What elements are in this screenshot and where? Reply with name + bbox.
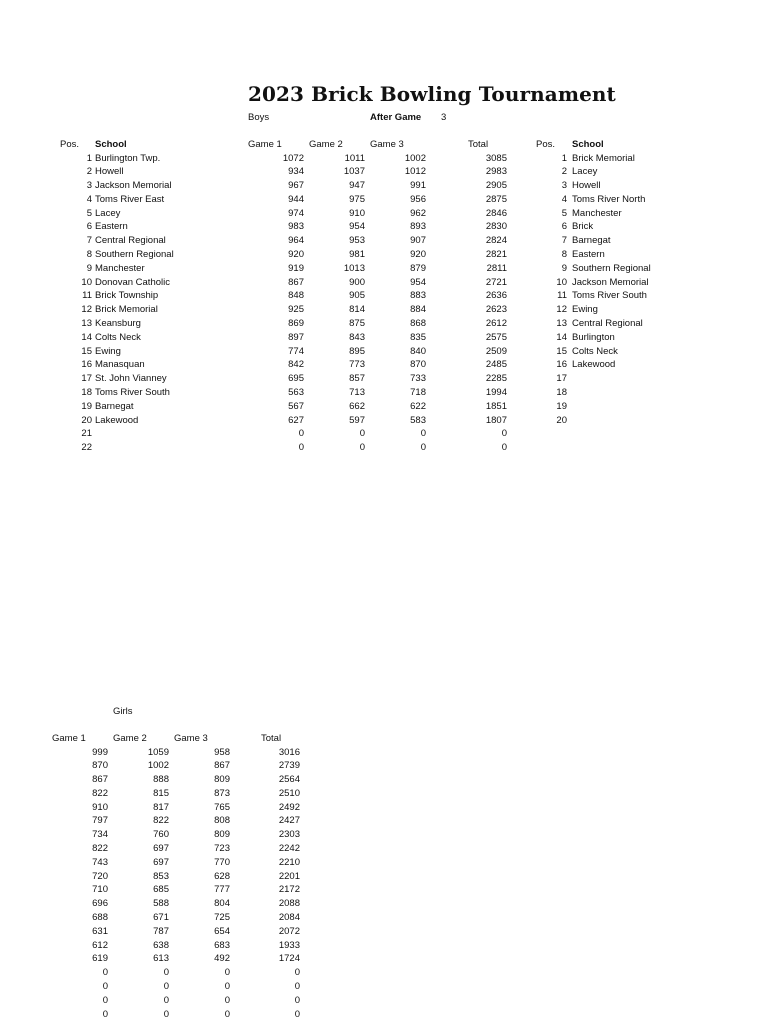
girls-game1-cell: 720	[92, 870, 108, 882]
boys-game1-cell: 1072	[282, 152, 304, 164]
girls-game1-column	[52, 746, 108, 1022]
boys-game2-column	[309, 152, 365, 456]
boys-school-cell: Brick Memorial	[95, 304, 158, 316]
girls-standing-pos-cell: 14	[556, 331, 567, 343]
boys-total-column	[440, 152, 507, 456]
boys-pos-cell: 3	[86, 180, 92, 192]
girls-game3-cell: 873	[214, 787, 230, 799]
girls-game2-header: Game 2	[113, 733, 147, 744]
girls-game3-cell: 804	[214, 898, 230, 910]
girls-standing-pos-cell: 7	[561, 235, 567, 247]
boys-game1-cell: 964	[288, 235, 304, 247]
girls-game1-cell: 688	[92, 912, 108, 924]
boys-game2-cell: 947	[349, 180, 365, 192]
boys-total-cell: 0	[501, 428, 507, 440]
girls-total-cell: 2242	[278, 843, 300, 855]
girls-game2-cell: 0	[163, 967, 169, 979]
girls-game1-cell: 734	[92, 829, 108, 841]
boys-total-cell: 2285	[485, 373, 507, 385]
boys-school-header: School	[95, 139, 127, 150]
girls-game2-cell: 888	[153, 774, 169, 786]
boys-pos-cell: 17	[81, 373, 92, 385]
boys-pos-cell: 1	[86, 152, 92, 164]
girls-game3-cell: 808	[214, 815, 230, 827]
girls-standing-pos-cell: 5	[561, 207, 567, 219]
boys-pos-column	[60, 152, 92, 456]
boys-game3-cell: 622	[410, 400, 426, 412]
girls-game3-cell: 628	[214, 870, 230, 882]
boys-pos-header: Pos.	[60, 139, 80, 150]
boys-game2-cell: 895	[349, 345, 365, 357]
boys-school-cell: Howell	[95, 166, 124, 178]
girls-total-cell: 0	[294, 1008, 300, 1020]
girls-game3-cell: 777	[214, 884, 230, 896]
boys-game3-cell: 954	[410, 276, 426, 288]
girls-total-cell: 1724	[278, 953, 300, 965]
boys-pos-cell: 15	[81, 345, 92, 357]
girls-game1-cell: 631	[92, 925, 108, 937]
boys-pos-cell: 16	[81, 359, 92, 371]
girls-standing-pos-cell: 6	[561, 221, 567, 233]
boys-game1-cell: 974	[288, 207, 304, 219]
girls-total-cell: 2564	[278, 774, 300, 786]
boys-total-cell: 2623	[485, 304, 507, 316]
girls-game2-column	[113, 746, 169, 1022]
boys-total-cell: 2983	[485, 166, 507, 178]
boys-game1-cell: 627	[288, 414, 304, 426]
girls-standing-pos-cell: 20	[556, 414, 567, 426]
boys-school-cell: Barnegat	[95, 400, 134, 412]
boys-game3-cell: 1002	[404, 152, 426, 164]
girls-game1-cell: 822	[92, 787, 108, 799]
girls-game3-cell: 809	[214, 829, 230, 841]
boys-pos-cell: 21	[81, 428, 92, 440]
girls-game2-cell: 1059	[147, 746, 169, 758]
girls-total-column	[240, 746, 300, 1022]
boys-game3-cell: 962	[410, 207, 426, 219]
girls-standing-school-cell: Ewing	[572, 304, 598, 316]
boys-game1-cell: 848	[288, 290, 304, 302]
boys-school-cell: Brick Township	[95, 290, 159, 302]
girls-game3-cell: 0	[224, 1008, 230, 1020]
girls-game1-cell: 797	[92, 815, 108, 827]
boys-total-cell: 2575	[485, 331, 507, 343]
girls-game2-cell: 0	[163, 1008, 169, 1020]
boys-school-cell: Lakewood	[95, 414, 139, 426]
boys-game1-cell: 0	[298, 442, 304, 454]
boys-total-cell: 2509	[485, 345, 507, 357]
boys-game3-cell: 835	[410, 331, 426, 343]
girls-game1-cell: 0	[102, 994, 108, 1006]
girls-game3-cell: 958	[214, 746, 230, 758]
girls-school-header: School	[572, 139, 604, 150]
girls-game3-cell: 0	[224, 967, 230, 979]
boys-pos-cell: 2	[86, 166, 92, 178]
girls-standing-pos-cell: 19	[556, 400, 567, 412]
boys-school-cell: Ewing	[95, 345, 121, 357]
girls-standing-school-cell: Lacey	[572, 166, 598, 178]
boys-pos-cell: 14	[81, 331, 92, 343]
boys-game2-cell: 857	[349, 373, 365, 385]
girls-standing-pos-cell: 1	[561, 152, 567, 164]
girls-total-cell: 3016	[278, 746, 300, 758]
girls-total-cell: 2172	[278, 884, 300, 896]
boys-game3-cell: 840	[410, 345, 426, 357]
boys-game2-cell: 0	[359, 442, 365, 454]
girls-standing-school-cell: Colts Neck	[572, 345, 618, 357]
girls-game1-cell: 0	[102, 1008, 108, 1020]
boys-game3-column	[370, 152, 426, 456]
boys-game1-cell: 967	[288, 180, 304, 192]
girls-game1-cell: 910	[92, 801, 108, 813]
girls-game3-cell: 683	[214, 939, 230, 951]
boys-game1-cell: 567	[288, 400, 304, 412]
girls-standing-pos-cell: 15	[556, 345, 567, 357]
boys-game3-cell: 907	[410, 235, 426, 247]
boys-school-cell: Southern Regional	[95, 249, 174, 261]
girls-standing-pos-cell: 3	[561, 180, 567, 192]
girls-standing-school-cell: Burlington	[572, 331, 615, 343]
girls-game3-cell: 725	[214, 912, 230, 924]
girls-game2-cell: 588	[153, 898, 169, 910]
girls-standing-school-cell: Barnegat	[572, 235, 611, 247]
girls-total-cell: 2201	[278, 870, 300, 882]
boys-game3-cell: 920	[410, 249, 426, 261]
boys-game2-cell: 773	[349, 359, 365, 371]
girls-standing-pos-cell: 12	[556, 304, 567, 316]
girls-standing-school-cell: Toms River North	[572, 193, 646, 205]
boys-game2-cell: 662	[349, 400, 365, 412]
boys-game3-cell: 0	[420, 442, 426, 454]
boys-game2-cell: 910	[349, 207, 365, 219]
boys-school-cell: Burlington Twp.	[95, 152, 161, 164]
girls-game2-cell: 697	[153, 843, 169, 855]
girls-standing-school-cell: Brick	[572, 221, 594, 233]
girls-game1-cell: 696	[92, 898, 108, 910]
boys-school-cell: Donovan Catholic	[95, 276, 170, 288]
girls-game1-cell: 619	[92, 953, 108, 965]
girls-total-cell: 0	[294, 981, 300, 993]
girls-game3-cell: 723	[214, 843, 230, 855]
boys-total-cell: 2612	[485, 318, 507, 330]
boys-game3-cell: 583	[410, 414, 426, 426]
girls-standing-school-cell	[572, 372, 682, 386]
boys-game3-cell: 870	[410, 359, 426, 371]
boys-total-cell: 2846	[485, 207, 507, 219]
boys-pos-cell: 10	[81, 276, 92, 288]
boys-game2-cell: 975	[349, 193, 365, 205]
girls-game1-cell: 743	[92, 856, 108, 868]
boys-total-cell: 2811	[486, 262, 507, 274]
boys-game1-cell: 842	[288, 359, 304, 371]
girls-game3-column	[174, 746, 230, 1022]
boys-total-cell: 2875	[485, 193, 507, 205]
boys-game3-cell: 733	[410, 373, 426, 385]
boys-pos-cell: 12	[81, 304, 92, 316]
girls-standing-school-cell: Lakewood	[572, 359, 616, 371]
boys-total-cell: 2636	[485, 290, 507, 302]
boys-game2-cell: 713	[349, 387, 365, 399]
boys-game1-header: Game 1	[248, 139, 282, 150]
boys-total-cell: 1807	[485, 414, 507, 426]
boys-game2-cell: 1013	[343, 262, 365, 274]
girls-standing-school-cell: Jackson Memorial	[572, 276, 649, 288]
girls-standing-pos-cell: 13	[556, 318, 567, 330]
boys-pos-cell: 5	[86, 207, 92, 219]
girls-total-cell: 2210	[278, 856, 300, 868]
boys-school-cell	[95, 441, 245, 455]
girls-game1-cell: 822	[92, 843, 108, 855]
boys-game1-cell: 934	[288, 166, 304, 178]
boys-game3-cell: 991	[410, 180, 426, 192]
girls-game3-cell: 0	[224, 994, 230, 1006]
girls-total-cell: 0	[294, 994, 300, 1006]
boys-pos-cell: 13	[81, 318, 92, 330]
boys-pos-cell: 6	[86, 221, 92, 233]
girls-game2-cell: 685	[153, 884, 169, 896]
girls-game3-header: Game 3	[174, 733, 208, 744]
boys-game2-cell: 875	[349, 318, 365, 330]
after-game-value: 3	[441, 112, 447, 123]
girls-total-cell: 1933	[278, 939, 300, 951]
boys-school-cell: Keansburg	[95, 318, 141, 330]
boys-game2-cell: 1037	[343, 166, 365, 178]
boys-game2-cell: 954	[349, 221, 365, 233]
girls-total-cell: 2739	[278, 760, 300, 772]
girls-standing-school-cell: Manchester	[572, 207, 622, 219]
girls-game2-cell: 817	[153, 801, 169, 813]
boys-game1-cell: 867	[288, 276, 304, 288]
boys-game1-cell: 944	[288, 193, 304, 205]
girls-game2-cell: 815	[153, 787, 169, 799]
boys-total-cell: 2721	[485, 276, 507, 288]
girls-standing-school-column	[572, 152, 682, 428]
boys-school-cell: Manasquan	[95, 359, 145, 371]
boys-game1-cell: 869	[288, 318, 304, 330]
girls-standing-pos-cell: 8	[561, 249, 567, 261]
girls-standing-pos-column	[536, 152, 567, 428]
girls-standing-school-cell	[572, 386, 682, 400]
girls-game2-cell: 760	[153, 829, 169, 841]
girls-total-header: Total	[261, 733, 282, 744]
boys-game3-cell: 883	[410, 290, 426, 302]
boys-school-cell: Lacey	[95, 207, 121, 219]
boys-game2-cell: 597	[349, 414, 365, 426]
boys-game3-cell: 1012	[404, 166, 426, 178]
boys-school-cell: Jackson Memorial	[95, 180, 172, 192]
boys-game3-header: Game 3	[370, 139, 404, 150]
boys-school-cell: Eastern	[95, 221, 128, 233]
girls-game1-cell: 0	[102, 967, 108, 979]
girls-game2-cell: 822	[153, 815, 169, 827]
boys-pos-cell: 7	[86, 235, 92, 247]
girls-standing-school-cell: Southern Regional	[572, 262, 651, 274]
boys-game1-cell: 695	[288, 373, 304, 385]
boys-game3-cell: 0	[420, 428, 426, 440]
girls-standing-pos-cell: 16	[556, 359, 567, 371]
girls-standing-school-cell: Brick Memorial	[572, 152, 635, 164]
boys-school-column	[95, 152, 245, 456]
boys-total-cell: 1851	[485, 400, 507, 412]
girls-total-cell: 2303	[278, 829, 300, 841]
boys-total-cell: 2830	[485, 221, 507, 233]
boys-game1-cell: 925	[288, 304, 304, 316]
page-title: 2023 Brick Bowling Tournament	[248, 82, 616, 106]
boys-pos-cell: 19	[81, 400, 92, 412]
boys-total-cell: 3085	[485, 152, 507, 164]
boys-pos-cell: 22	[81, 442, 92, 454]
girls-label: Girls	[113, 706, 133, 717]
boys-pos-cell: 18	[81, 387, 92, 399]
boys-total-cell: 2824	[485, 235, 507, 247]
girls-game1-cell: 870	[92, 760, 108, 772]
girls-pos-header: Pos.	[536, 139, 556, 150]
boys-school-cell	[95, 427, 245, 441]
girls-game3-cell: 765	[214, 801, 230, 813]
boys-pos-cell: 9	[86, 262, 92, 274]
girls-standing-school-cell: Central Regional	[572, 318, 643, 330]
boys-game1-column	[248, 152, 304, 456]
boys-total-header: Total	[468, 139, 489, 150]
boys-school-cell: Colts Neck	[95, 331, 141, 343]
girls-game3-cell: 809	[214, 774, 230, 786]
boys-pos-cell: 4	[86, 193, 92, 205]
boys-game2-cell: 900	[349, 276, 365, 288]
girls-game1-cell: 999	[92, 746, 108, 758]
girls-standing-pos-cell: 4	[561, 193, 567, 205]
boys-game2-cell: 814	[349, 304, 365, 316]
boys-total-cell: 0	[501, 442, 507, 454]
girls-total-cell: 2072	[278, 925, 300, 937]
boys-game1-cell: 563	[288, 387, 304, 399]
girls-total-cell: 0	[294, 967, 300, 979]
boys-game2-header: Game 2	[309, 139, 343, 150]
girls-game3-cell: 770	[214, 856, 230, 868]
boys-total-cell: 2905	[485, 180, 507, 192]
girls-game2-cell: 613	[153, 953, 169, 965]
boys-game2-cell: 843	[349, 331, 365, 343]
boys-pos-cell: 11	[82, 290, 92, 302]
boys-game1-cell: 983	[288, 221, 304, 233]
boys-game1-cell: 920	[288, 249, 304, 261]
girls-game2-cell: 697	[153, 856, 169, 868]
boys-total-cell: 2485	[485, 359, 507, 371]
boys-total-cell: 2821	[485, 249, 507, 261]
boys-school-cell: St. John Vianney	[95, 373, 167, 385]
boys-game1-cell: 919	[288, 262, 304, 274]
girls-game3-cell: 867	[214, 760, 230, 772]
girls-game1-cell: 612	[92, 939, 108, 951]
boys-school-cell: Toms River East	[95, 193, 165, 205]
girls-total-cell: 2084	[278, 912, 300, 924]
boys-game2-cell: 1011	[344, 152, 365, 164]
girls-standing-school-cell: Toms River South	[572, 290, 647, 302]
boys-school-cell: Central Regional	[95, 235, 166, 247]
boys-school-cell: Toms River South	[95, 387, 170, 399]
girls-standing-pos-cell: 18	[556, 387, 567, 399]
girls-total-cell: 2088	[278, 898, 300, 910]
boys-pos-cell: 20	[81, 414, 92, 426]
girls-total-cell: 2427	[278, 815, 300, 827]
girls-game3-cell: 654	[214, 925, 230, 937]
boys-game3-cell: 718	[410, 387, 426, 399]
boys-game1-cell: 897	[288, 331, 304, 343]
boys-game1-cell: 0	[298, 428, 304, 440]
girls-game3-cell: 0	[224, 981, 230, 993]
boys-game2-cell: 0	[359, 428, 365, 440]
boys-game2-cell: 953	[349, 235, 365, 247]
girls-standing-pos-cell: 9	[561, 262, 567, 274]
girls-game1-cell: 0	[102, 981, 108, 993]
girls-total-cell: 2492	[278, 801, 300, 813]
girls-standing-pos-cell: 17	[556, 373, 567, 385]
boys-game3-cell: 868	[410, 318, 426, 330]
girls-game2-cell: 638	[153, 939, 169, 951]
girls-standing-pos-cell: 11	[557, 290, 567, 302]
girls-standing-pos-cell: 10	[556, 276, 567, 288]
boys-game2-cell: 981	[349, 249, 365, 261]
boys-game3-cell: 884	[410, 304, 426, 316]
girls-standing-school-cell	[572, 400, 682, 414]
girls-game2-cell: 671	[153, 912, 169, 924]
boys-label: Boys	[248, 112, 270, 123]
girls-standing-pos-cell: 2	[561, 166, 567, 178]
girls-game2-cell: 1002	[147, 760, 169, 772]
girls-game1-cell: 710	[92, 884, 108, 896]
girls-game3-cell: 492	[214, 953, 230, 965]
boys-game2-cell: 905	[349, 290, 365, 302]
girls-standing-school-cell: Howell	[572, 180, 601, 192]
boys-game1-cell: 774	[288, 345, 304, 357]
girls-game2-cell: 787	[153, 925, 169, 937]
girls-standing-school-cell	[572, 414, 682, 428]
boys-game3-cell: 893	[410, 221, 426, 233]
boys-game3-cell: 956	[410, 193, 426, 205]
after-game-label: After Game	[370, 112, 422, 123]
girls-total-cell: 2510	[278, 787, 300, 799]
girls-game2-cell: 853	[153, 870, 169, 882]
girls-standing-school-cell: Eastern	[572, 249, 605, 261]
girls-game2-cell: 0	[163, 981, 169, 993]
boys-school-cell: Manchester	[95, 262, 145, 274]
boys-total-cell: 1994	[485, 387, 507, 399]
girls-game1-header: Game 1	[52, 733, 86, 744]
girls-game1-cell: 867	[92, 774, 108, 786]
boys-game3-cell: 879	[410, 262, 426, 274]
girls-game2-cell: 0	[163, 994, 169, 1006]
boys-pos-cell: 8	[86, 249, 92, 261]
